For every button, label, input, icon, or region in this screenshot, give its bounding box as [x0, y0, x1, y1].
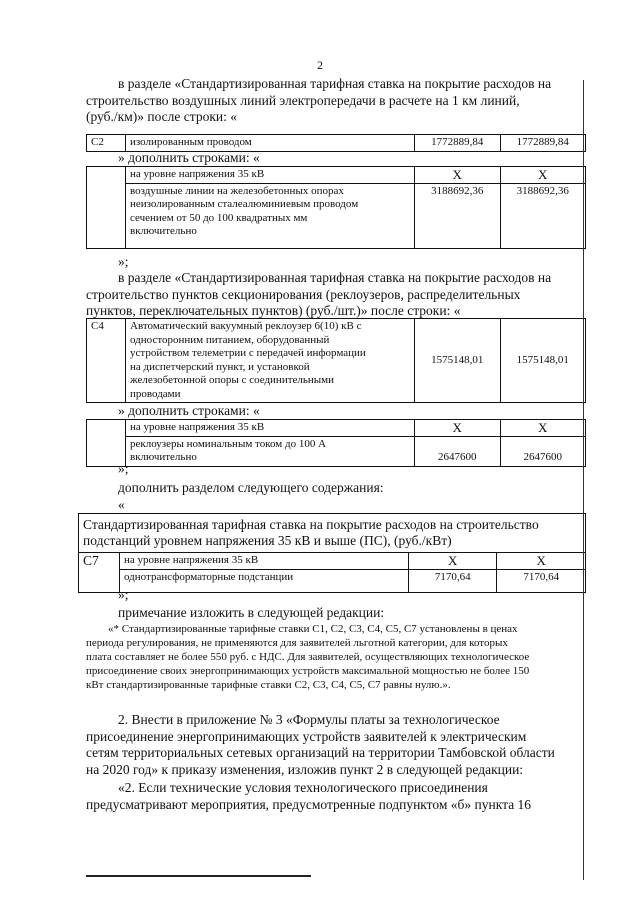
cell-line: воздушные линии на железобетонных опорах	[130, 184, 344, 197]
cell-line: Стандартизированная тарифная ставка на покрытие расходов на строительство	[83, 517, 539, 532]
page-number: 2	[317, 58, 323, 72]
row-code: С7	[79, 553, 120, 593]
closing-quote-3	[86, 587, 586, 604]
value-1: 7170,64	[409, 569, 497, 592]
table-c4	[86, 318, 586, 403]
text-line: »;	[118, 461, 129, 476]
value-1: 1772889,84	[415, 135, 501, 152]
x-cell: Х	[500, 167, 586, 184]
cell-line: включительно	[130, 451, 197, 463]
row-name: однотрансформаторные подстанции	[120, 569, 409, 592]
text-line: 2. Внести в приложение № 3 «Формулы платы за технологическое	[118, 712, 500, 727]
table-c7	[78, 513, 586, 593]
row-voltage: на уровне напряжения 35 кВ	[126, 167, 415, 184]
x-cell: Х	[497, 553, 586, 570]
text-line: строительство пунктов секционирования (реклоузеров, распределительных	[86, 286, 521, 302]
text-line: примечание изложить в следующей редакции:	[118, 605, 385, 620]
cell-line: железобетонной опоры с соединительными	[130, 374, 335, 386]
cell-line: устройством телеметрии с передачей информации	[130, 347, 366, 359]
value-1: 3188692,36	[415, 183, 501, 248]
note-line: «* Стандартизированные тарифные ставки С1, С2, С3, С4, С5, С7 установлены в ценах	[108, 623, 518, 635]
row-voltage: на уровне напряжения 35 кВ	[120, 553, 409, 570]
row-name	[126, 319, 415, 403]
value-2: 3188692,36	[500, 183, 586, 248]
value-1: 1575148,01	[415, 319, 501, 403]
text-line: »;	[118, 587, 129, 602]
text-line: строительство воздушных линий электропередачи в расчете на 1 км линий,	[86, 92, 520, 108]
cell-line: включительно	[130, 225, 197, 237]
paragraph-5	[86, 712, 586, 778]
text-line: »;	[118, 254, 129, 269]
cell-line: Автоматический вакуумный реклоузер 6(10) кВ с	[130, 320, 362, 332]
value-2: 2647600	[500, 436, 586, 466]
text-line: предусматривают мероприятия, предусмотренные подпунктом «б» пункта 16	[86, 796, 532, 812]
text-line: «2. Если технические условия технологического присоединения	[118, 780, 488, 795]
table-added-1	[86, 166, 586, 249]
cell-line: на диспетчерский пункт, и установкой	[130, 360, 310, 373]
text-line: » дополнить строками: «	[118, 403, 260, 418]
cell-line: сечением от 50 до 100 квадратных мм	[130, 211, 308, 224]
x-cell: Х	[500, 420, 586, 437]
cell-line: односторонним питанием, оборудованный	[130, 333, 330, 346]
text-line: пунктов, переключательных пунктов) (руб./шт.)» после строки: «	[86, 303, 461, 318]
closing-quote-1	[86, 254, 586, 271]
note-line: периода регулирования, не применяются для заявителей льготной категории, для которых	[86, 637, 508, 649]
table-added-2	[86, 419, 586, 467]
cell-line: проводами	[130, 387, 181, 400]
paragraph-6	[86, 780, 586, 813]
text-line: присоединение энергопринимающих устройств заявителей к электрическим	[86, 728, 527, 744]
row-code: С2	[87, 135, 126, 152]
paragraph-2	[86, 270, 586, 320]
x-cell: Х	[415, 420, 501, 437]
row-code: С4	[87, 319, 126, 403]
footnote-separator	[86, 875, 311, 877]
add-rows-text-1	[86, 150, 586, 167]
value-2: 7170,64	[497, 569, 586, 592]
paragraph-1	[86, 76, 586, 126]
x-cell: Х	[409, 553, 497, 570]
empty-code-cell	[87, 167, 126, 249]
row-voltage: на уровне напряжения 35 кВ	[126, 420, 415, 437]
add-rows-text-2	[86, 403, 586, 420]
text-line: «	[118, 496, 125, 512]
paragraph-3	[86, 480, 586, 513]
section-header	[79, 514, 586, 553]
table-c2	[86, 134, 586, 152]
row-name	[126, 183, 415, 248]
x-cell: Х	[415, 167, 501, 184]
cell-line: неизолированным сталеалюминиевым проводом	[130, 198, 359, 210]
row-name: изолированным проводом	[126, 135, 415, 152]
empty-code-cell	[87, 420, 126, 467]
note-line: плата составляет не более 550 руб. с НДС. Для заявителей, осуществляющих технологическое	[86, 651, 530, 663]
value-2: 1575148,01	[500, 319, 586, 403]
value-2: 1772889,84	[500, 135, 586, 152]
note-line: присоединение своих энергопринимающих устройств максимальной мощностью не более 150	[86, 665, 530, 677]
value-1: 2647600	[415, 436, 501, 466]
text-line: на 2020 год» к приказу изменения, изложив пункт 2 в следующей редакции:	[86, 761, 524, 777]
text-line: сетям территориальных сетевых организаций на территории Тамбовской области	[86, 745, 555, 760]
text-line: (руб./км)» после строки: «	[86, 109, 237, 124]
text-line: в разделе «Стандартизированная тарифная ставка на покрытие расходов на	[118, 76, 552, 91]
note-block	[86, 622, 586, 692]
note-line: кВт стандартизированные тарифные ставки С2, С3, С4, С5, С7 равны нулю.».	[86, 679, 451, 691]
closing-quote-2	[86, 461, 586, 478]
cell-line: реклоузеры номинальным током до 100 А	[130, 437, 327, 450]
text-line: » дополнить строками: «	[118, 150, 260, 165]
paragraph-4	[86, 605, 586, 622]
cell-line: подстанций уровнем напряжения 35 кВ и выше (ПС), (руб./кВт)	[83, 533, 452, 548]
text-line: в разделе «Стандартизированная тарифная ставка на покрытие расходов на	[118, 270, 552, 285]
text-line: дополнить разделом следующего содержания:	[118, 480, 384, 495]
scan-edge-line	[583, 80, 584, 880]
